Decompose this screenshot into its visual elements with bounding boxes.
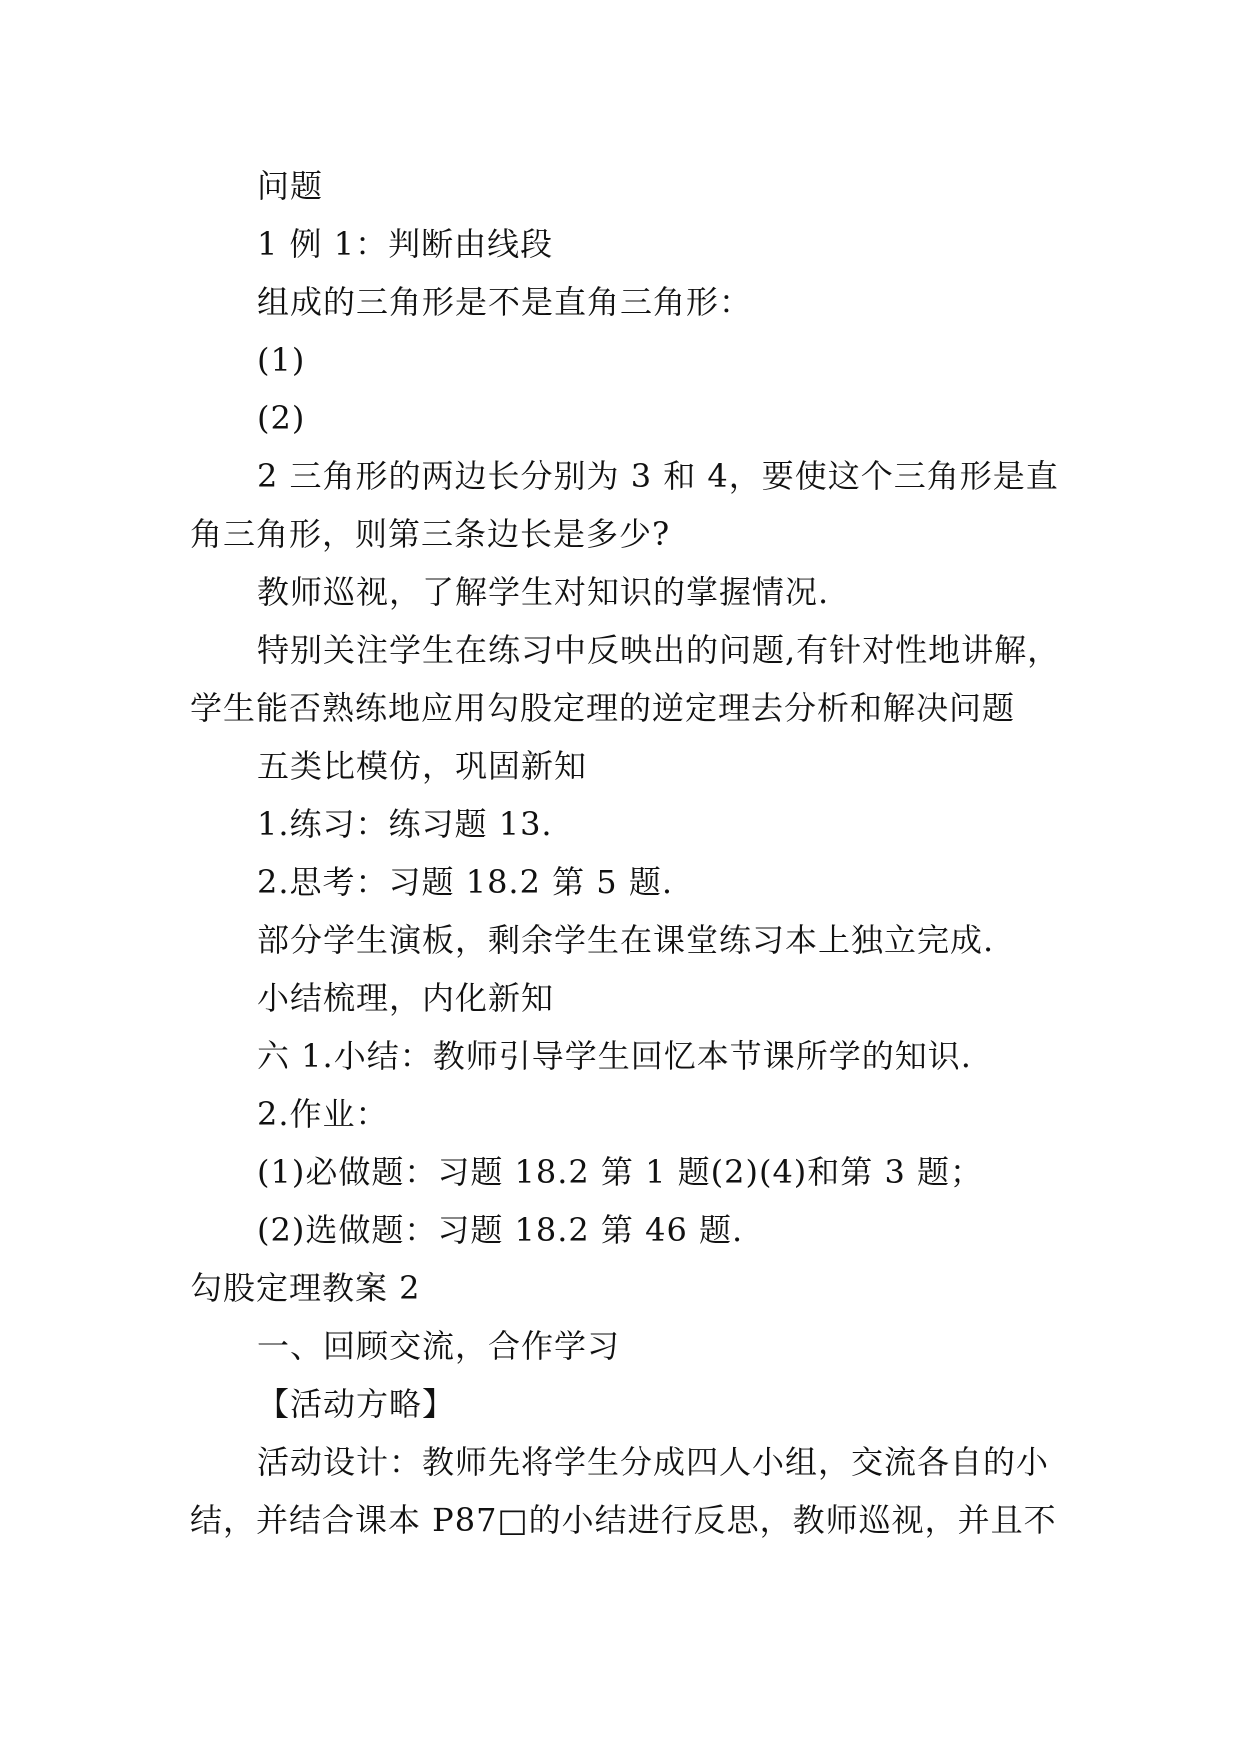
section-heading: 勾股定理教案 2 <box>190 1269 421 1307</box>
text-line: 部分学生演板，剩余学生在课堂练习本上独立完成. <box>257 921 995 959</box>
text-line: 结，并结合课本 P87□的小结进行反思，教师巡视，并且不 <box>190 1501 1057 1539</box>
text-line: (1) <box>257 341 306 379</box>
text-line: 2.作业： <box>257 1095 389 1133</box>
text-line: 问题 <box>257 167 324 205</box>
text-line: 五类比模仿，巩固新知 <box>257 747 588 785</box>
text-line: 角三角形，则第三条边长是多少? <box>190 515 671 553</box>
text-line: 【活动方略】 <box>257 1385 456 1423</box>
text-line: 活动设计：教师先将学生分成四人小组，交流各自的小 <box>257 1443 1050 1481</box>
text-line: 1 例 1：判断由线段 <box>257 225 554 263</box>
text-line: (2)选做题：习题 18.2 第 46 题. <box>257 1211 744 1249</box>
text-line: 学生能否熟练地应用勾股定理的逆定理去分析和解决问题 <box>190 689 1016 727</box>
text-line: 一、回顾交流，合作学习 <box>257 1327 621 1365</box>
text-line: (2) <box>257 399 306 437</box>
text-line: 特别关注学生在练习中反映出的问题,有针对性地讲解， <box>257 631 1061 669</box>
text-line: 2.思考：习题 18.2 第 5 题. <box>257 863 674 901</box>
text-line: 组成的三角形是不是直角三角形： <box>257 283 753 321</box>
text-line: 教师巡视，了解学生对知识的掌握情况. <box>257 573 830 611</box>
text-line: 2 三角形的两边长分别为 3 和 4，要使这个三角形是直 <box>257 457 1059 495</box>
text-line: 小结梳理，内化新知 <box>257 979 555 1017</box>
text-line: 1.练习：练习题 13. <box>257 805 553 843</box>
text-line: 六 1.小结：教师引导学生回忆本节课所学的知识. <box>257 1037 972 1075</box>
text-line: (1)必做题：习题 18.2 第 1 题(2)(4)和第 3 题； <box>257 1153 983 1191</box>
